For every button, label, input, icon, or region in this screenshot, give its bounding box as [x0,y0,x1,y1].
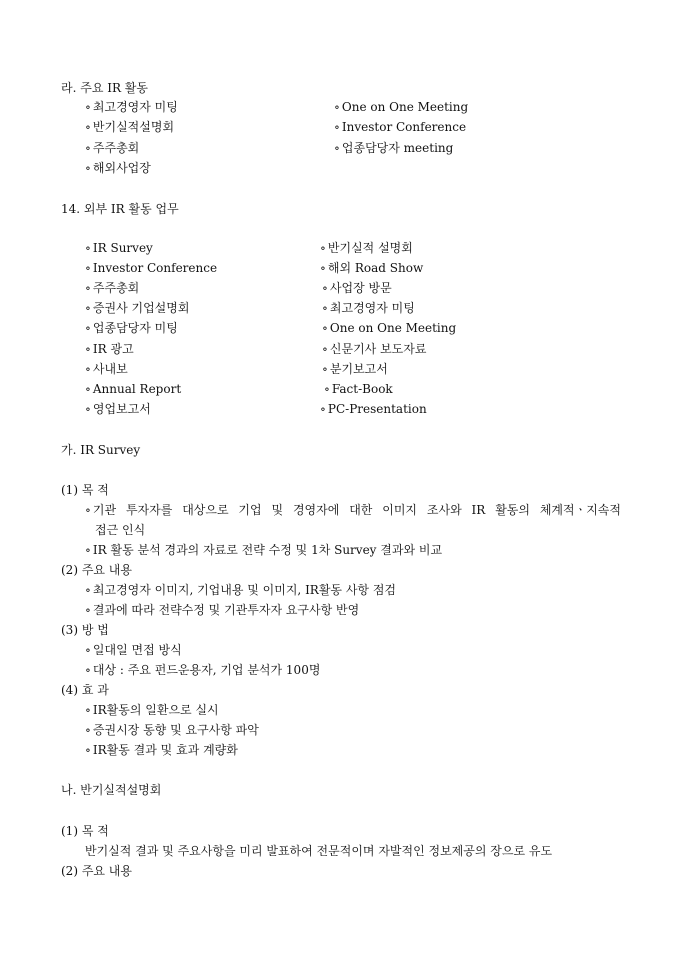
list-item: ∘ 신문기사 보도자료 [322,341,426,357]
list-item: ∘ IR 광고 [85,341,134,357]
list-item: ∘ 대상 : 주요 펀드운용자, 기업 분석가 100명 [85,662,320,678]
list-item: ∘ 최고경영자 미팅 [322,300,415,316]
list-item: ∘ IR활동 결과 및 효과 계량화 [85,742,238,758]
list-item: ∘ 증권시장 동향 및 요구사항 파악 [85,722,259,738]
list-item: ∘ 사업장 방문 [322,280,392,296]
list-item: ∘ 반기실적 설명회 [320,240,413,256]
list-item: ∘ 반기실적설명회 [85,119,174,135]
list-item: ∘ 영업보고서 [85,401,151,417]
list-item: ∘ Investor Conference [334,119,466,135]
list-item: ∘ 주주총회 [85,280,139,296]
list-item: ∘ 증권사 기업설명회 [85,300,189,316]
section-heading-major-ir: 라. 주요 IR 활동 [61,81,148,95]
list-item: ∘ IR 활동 분석 경과의 자료로 전략 수정 및 1차 Survey 결과와 비교 [85,542,442,558]
section-heading-ir-survey: 가. IR Survey [61,443,141,457]
list-item: ∘ 최고경영자 이미지, 기업내용 및 이미지, IR활동 사항 점검 [85,582,396,598]
section-heading-external-ir: 14. 외부 IR 활동 업무 [61,202,179,216]
list-item: ∘ Investor Conference [85,260,217,276]
subheading-purpose: (1) 목 적 [61,824,109,838]
section-heading-half-year-results: 나. 반기실적설명회 [61,783,162,797]
subheading-effect: (4) 효 과 [61,683,109,697]
paragraph: 반기실적 결과 및 주요사항을 미리 발표하여 전문적이며 자발적인 정보제공의 장으로 유도 [85,844,553,858]
list-item: ∘ One on One Meeting [322,320,456,336]
list-item: ∘ One on One Meeting [334,99,468,115]
subheading-method: (3) 방 법 [61,623,109,637]
list-item: ∘ Annual Report [85,381,181,397]
subheading-main-content: (2) 주요 내용 [61,563,132,577]
list-item: ∘ 결과에 따라 전략수정 및 기관투자자 요구사항 반영 [85,602,359,618]
list-item: ∘ 해외사업장 [85,160,151,176]
paragraph: ∘ 기관 투자자를 대상으로 기업 및 경영자에 대한 이미지 조사와 IR 활동의 체계적ㆍ지속적 [85,502,621,518]
list-item: ∘ 사내보 [85,361,128,377]
list-item: ∘ 업종담당자 미팅 [85,320,178,336]
list-item: ∘ IR Survey [85,240,153,256]
list-item: ∘ PC-Presentation [320,401,427,417]
list-item: ∘ 업종담당자 meeting [334,140,453,156]
list-item: ∘ 일대일 면접 방식 [85,642,182,658]
paragraph-continuation: 접근 인식 [95,523,146,537]
list-item: ∘ 해외 Road Show [320,260,423,276]
list-item: ∘ 주주총회 [85,140,139,156]
list-item: ∘ 최고경영자 미팅 [85,99,178,115]
subheading-purpose: (1) 목 적 [61,483,109,497]
list-item: ∘ 분기보고서 [322,361,388,377]
list-item: ∘ Fact-Book [324,381,393,397]
subheading-main-content: (2) 주요 내용 [61,864,132,878]
list-item: ∘ IR활동의 일환으로 실시 [85,702,219,718]
